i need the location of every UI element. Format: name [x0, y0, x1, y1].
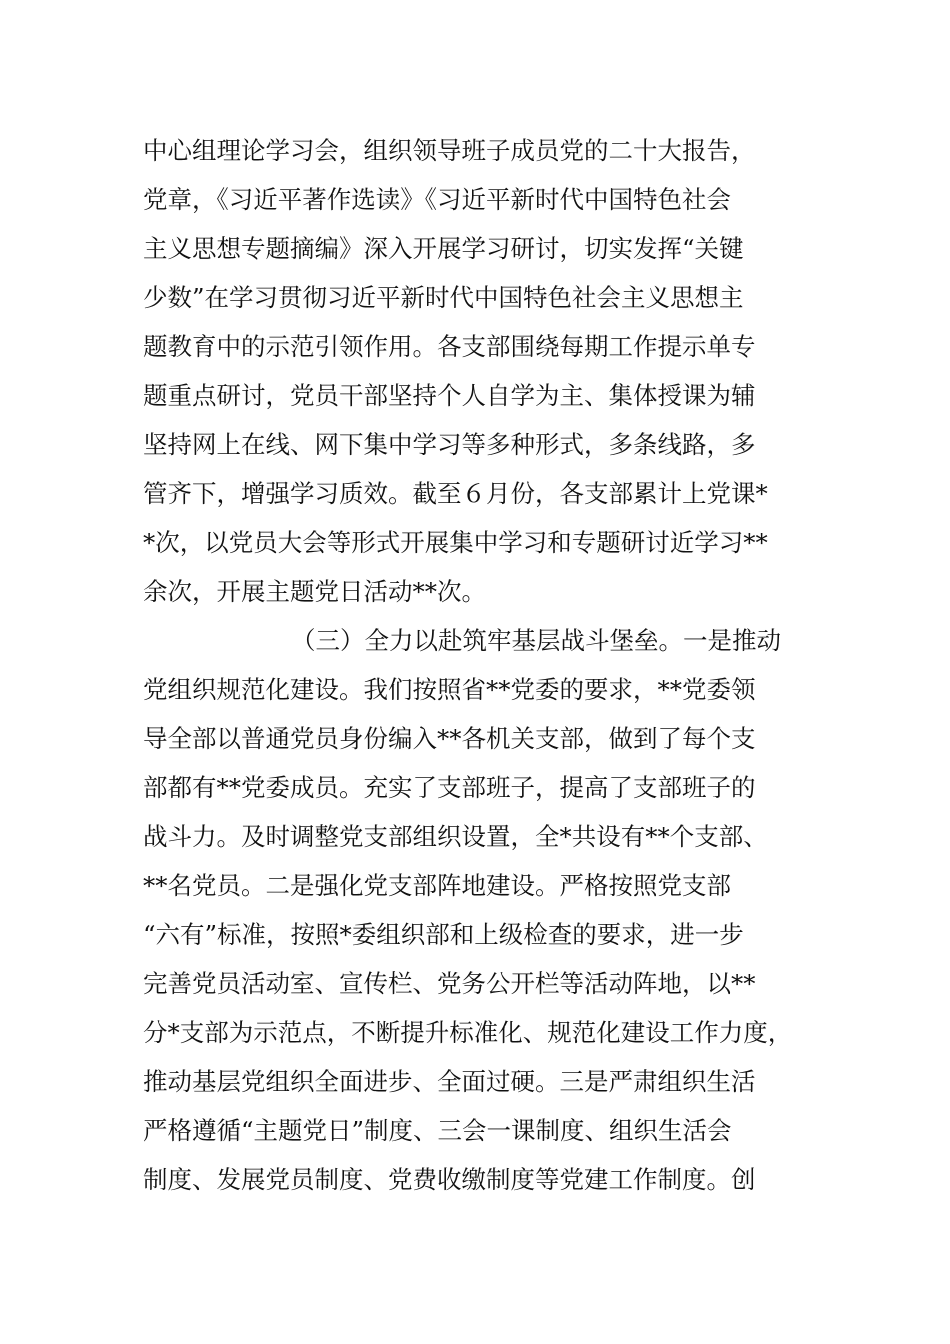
text-line: 余次，开展主题党日活动**次。 [143, 577, 486, 606]
text-line: 严格遵循“主题党日”制度、三会一课制度、组织生活会 [143, 1116, 732, 1145]
text-line: *次，以党员大会等形式开展集中学习和专题研讨近学习** [143, 528, 768, 557]
text-line: 主义思想专题摘编》深入开展学习研讨，切实发挥“关键 [143, 234, 744, 263]
text-line: 题教育中的示范引领作用。各支部围绕每期工作提示单专 [143, 332, 756, 361]
text-line: 完善党员活动室、宣传栏、党务公开栏等活动阵地，以** [143, 969, 756, 998]
text-line: 党章，《习近平著作选读》《习近平新时代中国特色社会 [143, 185, 731, 214]
text-line: 战斗力。及时调整党支部组织设置，全*共设有**个支部、 [143, 822, 768, 851]
text-line: 中心组理论学习会，组织领导班子成员党的二十大报告， [143, 136, 756, 165]
text-line: 党组织规范化建设。我们按照省**党委的要求，**党委领 [143, 675, 756, 704]
text-line: 坚持网上在线、网下集中学习等多种形式，多条线路，多 [143, 430, 756, 459]
section-heading-line: （三）全力以赴筑牢基层战斗堡垒。一是推动 [291, 626, 781, 655]
body-text [143, 126, 843, 1204]
text-line: 制度、发展党员制度、党费收缴制度等党建工作制度。创 [143, 1165, 756, 1194]
text-line: **名党员。二是强化党支部阵地建设。严格按照党支部 [143, 871, 731, 900]
text-line: 管齐下，增强学习质效。截至６月份，各支部累计上党课* [143, 479, 768, 508]
text-line: 导全部以普通党员身份编入**各机关支部，做到了每个支 [143, 724, 756, 753]
text-line: “六有”标准，按照*委组织部和上级检查的要求，进一步 [143, 920, 744, 949]
text-line: 少数”在学习贯彻习近平新时代中国特色社会主义思想主 [143, 283, 744, 312]
text-line: 分*支部为示范点，不断提升标准化、规范化建设工作力度， [143, 1018, 793, 1047]
text-line: 部都有**党委成员。充实了支部班子，提高了支部班子的 [143, 773, 756, 802]
text-line: 题重点研讨，党员干部坚持个人自学为主、集体授课为辅 [143, 381, 756, 410]
text-line: 推动基层党组织全面进步、全面过硬。三是严肃组织生活 [143, 1067, 756, 1096]
